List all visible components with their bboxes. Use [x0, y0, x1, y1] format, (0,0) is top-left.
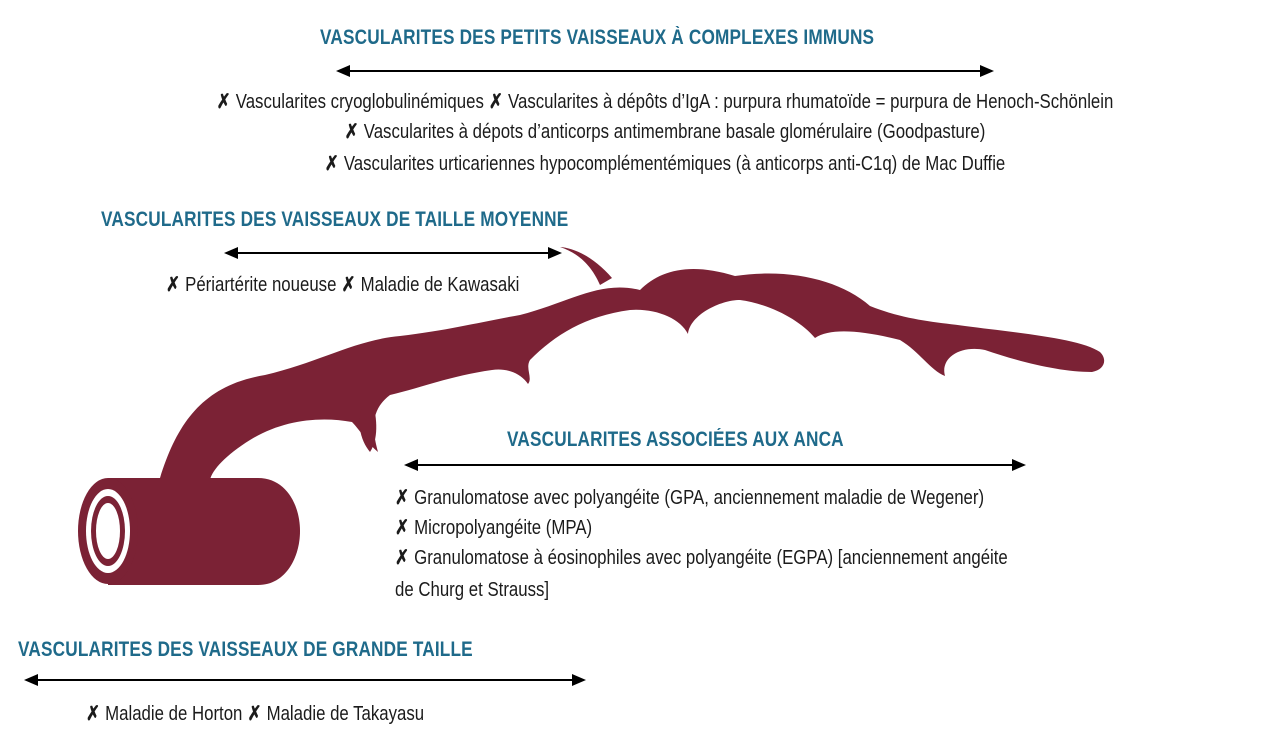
small-vessels-line-1 — [106, 87, 1223, 117]
span-arrow-large-vessels — [24, 671, 586, 689]
x-mark-icon: ✗ — [395, 487, 410, 509]
vessel-lumen — [96, 503, 120, 559]
anca-line-2 — [395, 513, 592, 543]
x-mark-icon: ✗ — [216, 91, 231, 113]
anca-line-3 — [395, 543, 1008, 573]
span-arrow-anca — [404, 456, 1026, 474]
x-mark-icon: ✗ — [166, 274, 181, 296]
item-egpa: Granulomatose à éosinophiles avec polyangéite (EGPA) [anciennement angéite — [414, 547, 1008, 569]
heading-anca: VASCULARITES ASSOCIÉES AUX ANCA — [507, 428, 844, 451]
heading-large-vessels: VASCULARITES DES VAISSEAUX DE GRANDE TAILLE — [18, 638, 473, 661]
item-iga: Vascularites à dépôts d’IgA : purpura rhumatoïde = purpura de Henoch-Schönlein — [508, 91, 1114, 113]
x-mark-icon: ✗ — [488, 91, 503, 113]
anca-line-4 — [395, 575, 549, 605]
item-gpa: Granulomatose avec polyangéite (GPA, anciennement maladie de Wegener) — [414, 487, 985, 509]
item-mac-duffie: Vascularites urticariennes hypocomplémentémiques (à anticorps anti-C1q) de Mac Duffie — [343, 153, 1006, 175]
heading-small-vessels-immune: VASCULARITES DES PETITS VAISSEAUX À COMPLEXES IMMUNS — [320, 26, 875, 49]
span-arrow-small-vessels — [336, 62, 994, 80]
vessel-branch-1 — [560, 247, 612, 285]
x-mark-icon: ✗ — [324, 153, 339, 175]
item-mpa: Micropolyangéite (MPA) — [414, 517, 593, 539]
item-takayasu: Maladie de Takayasu — [266, 703, 425, 725]
item-cryoglobulinemic: Vascularites cryoglobulinémiques — [235, 91, 484, 113]
x-mark-icon: ✗ — [395, 547, 410, 569]
item-goodpasture: Vascularites à dépots d’anticorps antimembrane basale glomérulaire (Goodpasture) — [363, 121, 986, 143]
x-mark-icon: ✗ — [247, 703, 262, 725]
x-mark-icon: ✗ — [344, 121, 359, 143]
large-vessels-line — [86, 699, 424, 729]
item-horton: Maladie de Horton — [105, 703, 243, 725]
x-mark-icon: ✗ — [86, 703, 101, 725]
x-mark-icon: ✗ — [341, 274, 356, 296]
heading-medium-vessels: VASCULARITES DES VAISSEAUX DE TAILLE MOYENNE — [101, 208, 569, 231]
medium-vessels-line — [166, 270, 519, 300]
x-mark-icon: ✗ — [395, 517, 410, 539]
item-egpa-continuation: de Churg et Strauss] — [395, 579, 550, 601]
small-vessels-line-3 — [106, 149, 1223, 179]
item-periarteritis: Périartérite noueuse — [185, 274, 337, 296]
small-vessels-line-2 — [106, 117, 1223, 147]
item-kawasaki: Maladie de Kawasaki — [360, 274, 520, 296]
span-arrow-medium-vessels — [224, 244, 562, 262]
anca-line-1 — [395, 483, 984, 513]
